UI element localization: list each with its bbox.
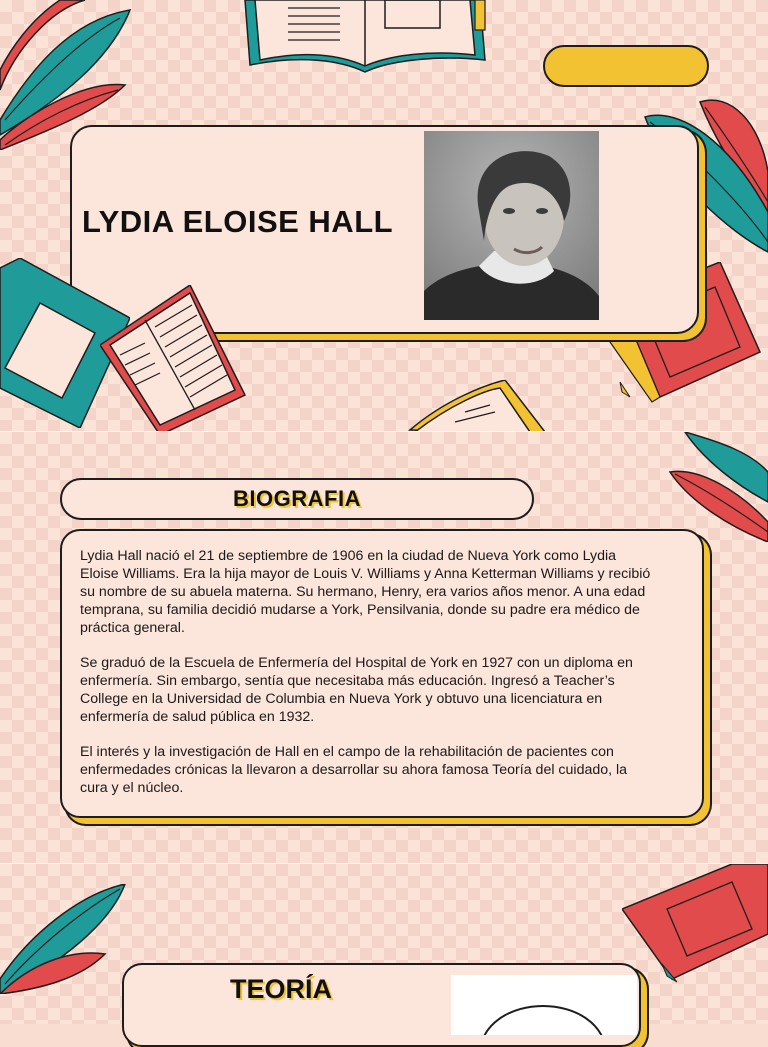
section-title: TEORÍA — [230, 974, 333, 1004]
section-title: BIOGRAFIA — [233, 486, 361, 511]
biography-heading-pill — [60, 478, 534, 520]
leaves-decoration-icon — [660, 432, 768, 542]
open-book-icon — [405, 380, 545, 432]
decorative-pill — [543, 45, 709, 87]
title-slide — [0, 0, 768, 432]
biography-paragraph: El interés y la investigación de Hall en el campo de la rehabilitación de pacientes con enfermedades crónicas la llevaron a desarrollar su ahora famosa Teoría del cuidado, la cura y el núcleo. — [80, 744, 628, 796]
open-book-icon — [240, 0, 490, 75]
leaves-decoration-icon — [0, 884, 130, 994]
biography-paragraph: Lydia Hall nació el 21 de septiembre de 1906 en la ciudad de Nueva York como Lydia Eloise Williams. Era la hija mayor de Louis V. Williams y Anna Ketterman Williams y recibió su nombre de su abuela materna. Su hermano, Henry, era varios años menor. A una edad temprana, su familia decidió mudarse a York, Pensilvania, donde su padre era médico de práctica general. — [80, 548, 651, 636]
open-book-icon — [100, 285, 250, 432]
closed-book-icon — [622, 864, 768, 989]
circle-diagram-icon — [451, 975, 637, 1035]
page-title: LYDIA ELOISE HALL — [82, 204, 394, 239]
biography-text — [80, 547, 655, 814]
portrait-image — [424, 131, 599, 320]
theory-diagram — [451, 975, 637, 1035]
biography-paragraph: Se graduó de la Escuela de Enfermería del Hospital de York en 1927 con un diploma en enfermería. Sin embargo, sentía que necesitaba más educación. Ingresó a Teacher’s College en la Universidad de Columbia en Nueva York y obtuvo una licenciatura en enfermería de salud pública en 1932. — [80, 655, 633, 725]
